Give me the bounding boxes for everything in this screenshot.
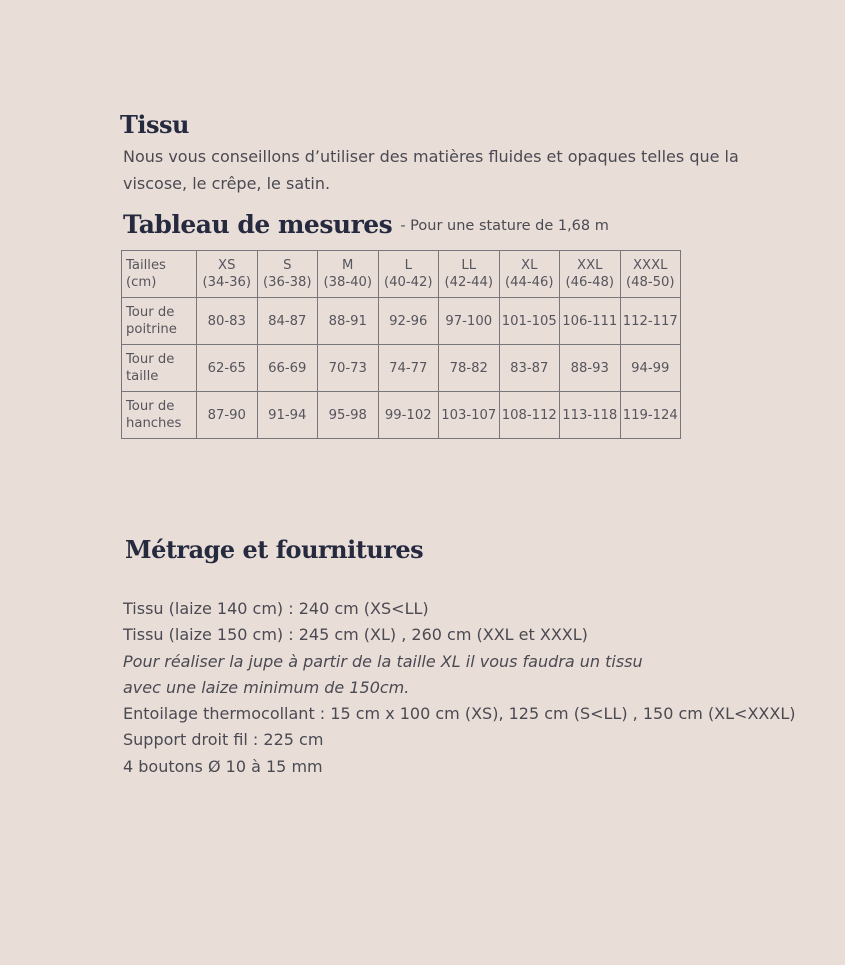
size-header-cell bbox=[197, 251, 258, 298]
size-range: (40-42) bbox=[383, 275, 433, 290]
list-item: Support droit fil : 225 cm bbox=[123, 730, 324, 750]
size-name: M bbox=[342, 258, 354, 273]
size-header-cell bbox=[378, 251, 439, 298]
size-name: XL bbox=[521, 258, 538, 273]
size-range: (36-38) bbox=[262, 275, 312, 290]
list-item: Tissu (laize 150 cm) : 245 cm (XL) , 260 cm (XXL et XXXL) bbox=[123, 625, 588, 645]
table-cell: 84-87 bbox=[257, 298, 318, 345]
table-row bbox=[122, 392, 681, 439]
table-cell: 83-87 bbox=[499, 345, 560, 392]
table-cell: 94-99 bbox=[620, 345, 681, 392]
table-cell: 97-100 bbox=[439, 298, 500, 345]
row-label-chest: Tour de poitrine bbox=[122, 298, 197, 345]
table-cell: 70-73 bbox=[318, 345, 379, 392]
size-table-title-row bbox=[123, 210, 609, 239]
row-label-waist: Tour de taille bbox=[122, 345, 197, 392]
supplies-heading: Métrage et fournitures bbox=[125, 535, 424, 564]
table-row bbox=[122, 298, 681, 345]
table-cell: 74-77 bbox=[378, 345, 439, 392]
table-row bbox=[122, 345, 681, 392]
size-name: XXXL bbox=[633, 258, 668, 273]
table-cell: 91-94 bbox=[257, 392, 318, 439]
size-header-cell bbox=[439, 251, 500, 298]
table-cell: 62-65 bbox=[197, 345, 258, 392]
size-header-row bbox=[122, 251, 681, 298]
list-item: Entoilage thermocollant : 15 cm x 100 cm (XS), 125 cm (S<LL) , 150 cm (XL<XXXL) bbox=[123, 704, 796, 724]
table-cell: 101-105 bbox=[499, 298, 560, 345]
size-header-cell bbox=[620, 251, 681, 298]
size-range: (46-48) bbox=[565, 275, 615, 290]
table-cell: 119-124 bbox=[620, 392, 681, 439]
table-cell: 103-107 bbox=[439, 392, 500, 439]
size-range: (34-36) bbox=[202, 275, 252, 290]
table-cell: 92-96 bbox=[378, 298, 439, 345]
size-table-subtitle: - Pour une stature de 1,68 m bbox=[400, 218, 609, 234]
table-cell: 88-91 bbox=[318, 298, 379, 345]
size-range: (44-46) bbox=[504, 275, 554, 290]
size-name: S bbox=[283, 258, 292, 273]
size-header-cell bbox=[560, 251, 621, 298]
table-cell: 99-102 bbox=[378, 392, 439, 439]
size-name: XS bbox=[218, 258, 236, 273]
fabric-description: Nous vous conseillons d’utiliser des matières fluides et opaques telles que la viscose, le crêpe, le satin. bbox=[123, 147, 739, 193]
list-item-note: Pour réaliser la jupe à partir de la taille XL il vous faudra un tissu bbox=[123, 651, 643, 671]
table-cell: 66-69 bbox=[257, 345, 318, 392]
list-item-note: avec une laize minimum de 150cm. bbox=[123, 677, 410, 697]
table-cell: 108-112 bbox=[499, 392, 560, 439]
size-table-heading: Tableau de mesures bbox=[123, 210, 393, 239]
table-cell: 113-118 bbox=[560, 392, 621, 439]
table-cell: 87-90 bbox=[197, 392, 258, 439]
row-label-hips: Tour de hanches bbox=[122, 392, 197, 439]
size-range: (48-50) bbox=[625, 275, 675, 290]
supplies-list bbox=[123, 596, 796, 780]
table-cell: 80-83 bbox=[197, 298, 258, 345]
size-name: XXL bbox=[577, 258, 603, 273]
size-range: (42-44) bbox=[444, 275, 494, 290]
table-cell: 78-82 bbox=[439, 345, 500, 392]
size-range: (38-40) bbox=[323, 275, 373, 290]
size-name: L bbox=[404, 258, 412, 273]
size-header-cell bbox=[257, 251, 318, 298]
table-cell: 106-111 bbox=[560, 298, 621, 345]
size-header-label: Tailles (cm) bbox=[122, 251, 197, 298]
table-cell: 95-98 bbox=[318, 392, 379, 439]
size-name: LL bbox=[461, 258, 477, 273]
size-table bbox=[121, 250, 681, 439]
size-header-cell bbox=[499, 251, 560, 298]
list-item: 4 boutons Ø 10 à 15 mm bbox=[123, 756, 323, 776]
fabric-heading: Tissu bbox=[120, 110, 189, 139]
table-cell: 112-117 bbox=[620, 298, 681, 345]
size-header-cell bbox=[318, 251, 379, 298]
table-cell: 88-93 bbox=[560, 345, 621, 392]
list-item: Tissu (laize 140 cm) : 240 cm (XS<LL) bbox=[123, 599, 429, 618]
